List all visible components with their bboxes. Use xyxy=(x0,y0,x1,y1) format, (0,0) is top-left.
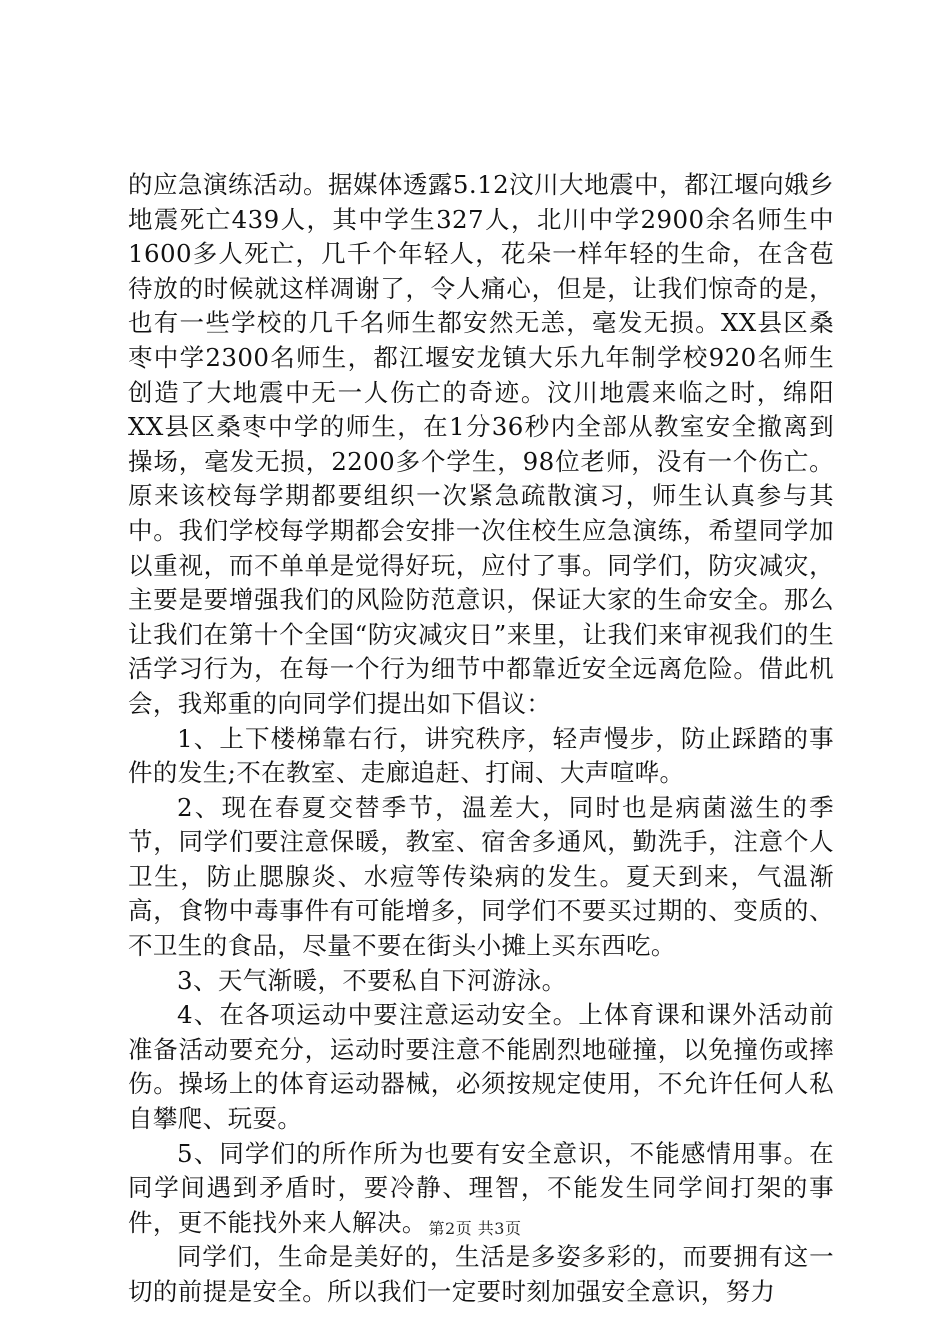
document-body xyxy=(128,168,834,1310)
paragraph-item-4: 4、在各项运动中要注意运动安全。上体育课和课外活动前准备活动要充分，运动时要注意不能剧烈地碰撞，以免撞伤或摔伤。操场上的体育运动器械，必须按规定使用，不允许任何人私自攀爬、玩耍。 xyxy=(128,1000,834,1134)
paragraph-item-3: 3、天气渐暖，不要私自下河游泳。 xyxy=(177,965,567,995)
page-footer: 第2页 共3页 xyxy=(428,1219,522,1238)
paragraph-item-2: 2、现在春夏交替季节，温差大，同时也是病菌滋生的季节，同学们要注意保暖，教室、宿舍多通风，勤洗手，注意个人卫生，防止腮腺炎、水痘等传染病的发生。夏天到来，气温渐高，食物中毒事件有可能增多，同学们不要买过期的、变质的、不卫生的食品，尽量不要在街头小摊上买东西吃。 xyxy=(128,792,834,961)
paragraph-closing: 同学们，生命是美好的，生活是多姿多彩的，而要拥有这一切的前提是安全。所以我们一定要时刻加强安全意识，努力 xyxy=(128,1242,834,1306)
paragraph-intro: 的应急演练活动。据媒体透露5.12汶川大地震中，都江堰向娥乡地震死亡439人，其中学生327人，北川中学2900余名师生中1600多人死亡，几千个年轻人，花朵一样年轻的生命，在含苞待放的时候就这样凋谢了，令人痛心，但是，让我们惊奇的是，也有一些学校的几千名师生都安然无恙，毫发无损。XX县区桑枣中学2300名师生，都江堰安龙镇大乐九年制学校920名师生创造了大地震中无一人伤亡的奇迹。汶川地震来临之时，绵阳XX县区桑枣中学的师生，在1分36秒内全部从教室安全撤离到操场，毫发无损，2200多个学生，98位老师，没有一个伤亡。原来该校每学期都要组织一次紧急疏散演习，师生认真参与其中。我们学校每学期都会安排一次住校生应急演练，希望同学加以重视，而不单单是觉得好玩，应付了事。同学们，防灾减灾，主要是要增强我们的风险防范意识，保证大家的生命安全。那么让我们在第十个全国“防灾减灾日”来里，让我们来审视我们的生活学习行为，在每一个行为细节中都靠近安全远离危险。借此机会，我郑重的向同学们提出如下倡议： xyxy=(128,170,834,718)
paragraph-item-1: 1、上下楼梯靠右行，讲究秩序，轻声慢步，防止踩踏的事件的发生;不在教室、走廊追赶、打闹、大声喧哗。 xyxy=(128,723,834,788)
paragraph-item-5: 5、同学们的所作所为也要有安全意识，不能感情用事。在同学间遇到矛盾时，要冷静、理智，不能发生同学间打架的事件，更不能找外来人解决。 xyxy=(128,1138,834,1237)
